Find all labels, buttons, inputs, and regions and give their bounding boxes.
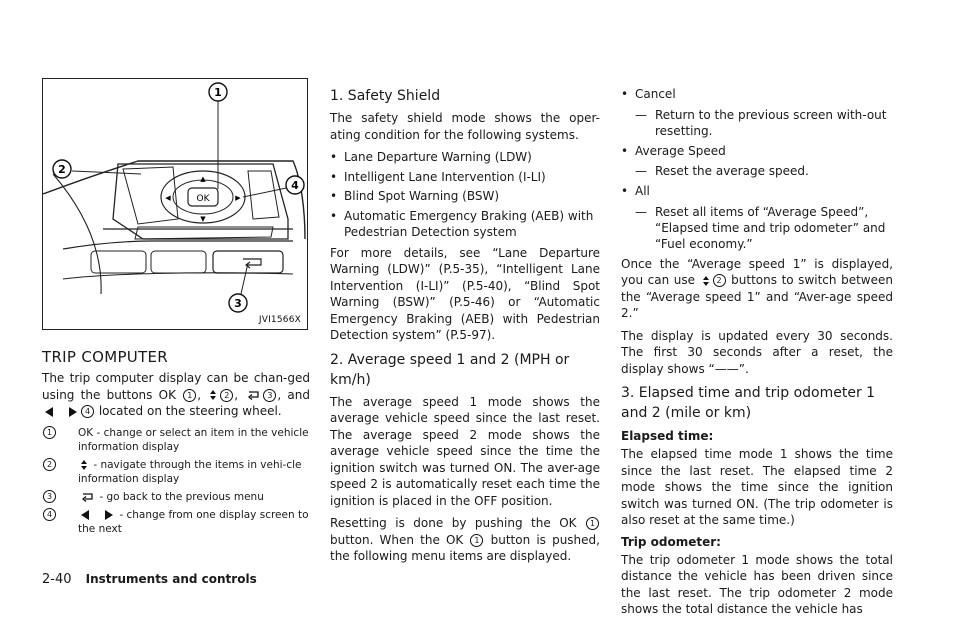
reset-c: button is pushed, the following menu items are displayed. (330, 532, 600, 563)
svg-text:3: 3 (234, 297, 242, 310)
reset-instructions (330, 515, 600, 565)
legend-text-3: - go back to the previous menu (99, 490, 264, 503)
ok-key-label: OK (196, 194, 210, 204)
svg-text:2: 2 (58, 163, 66, 176)
callout-ref-3: 3 (263, 389, 276, 402)
legend-item-2 (42, 458, 310, 486)
trip-intro: The trip computer display can be chan-ged using the buttons OK 1 , 2 , 3 , and 4 located on the steering wheel. (42, 371, 310, 418)
trip-odometer-body: The trip odometer 1 mode shows the total distance the vehicle has been driven since the last reset. The trip odometer 2 mode shows the total distance the vehicle has (621, 552, 893, 616)
trip-computer-heading: TRIP COMPUTER (42, 348, 169, 366)
safety-shield-heading: 1. Safety Shield (330, 88, 441, 104)
update-note: The display is updated every 30 seconds. The first 30 seconds after a reset, the display shows “——”. (621, 328, 893, 376)
legend-num-4: 4 (43, 508, 56, 521)
callout-3 (229, 294, 247, 312)
legend-num-3: 3 (43, 490, 56, 503)
svg-text:▲: ▲ (200, 175, 206, 183)
elapsed-time-heading: 3. Elapsed time and trip odometer 1 and 2 (mile or km) (621, 385, 876, 421)
switch-instructions (621, 256, 893, 322)
list-item: • Average Speed (621, 143, 893, 160)
reset-menu-list (621, 183, 893, 200)
callout-ref-1: 1 (183, 389, 196, 402)
callout-ref-2: 2 (220, 389, 233, 402)
middle-column (330, 86, 600, 571)
trip-intro-b: and (287, 387, 310, 402)
menu-item-description: — Return to the previous screen with-out resetting. (621, 107, 893, 139)
reset-menu-list (621, 86, 893, 103)
elapsed-time-subheading: Elapsed time: (621, 429, 714, 443)
up-down-arrow-icon (80, 459, 88, 471)
menu-item-description: — Reset all items of “Average Speed”, “Elapsed time and trip odometer” and “Fuel economy.” (621, 204, 893, 252)
callout-1 (209, 83, 227, 101)
legend-text-1: OK - change or select an item in the vehicle information display (78, 426, 309, 453)
list-item: • Cancel (621, 86, 893, 103)
steering-wheel-figure (42, 78, 308, 330)
callout-2 (53, 160, 71, 178)
back-arrow-icon (246, 390, 260, 400)
safety-more-details: For more details, see “Lane Departure Warning (LDW)” (P.5-35), “Intelligent Lane Intervention (I-LI)” (P.5-40), “Blind Spot Warning (BSW)” (P.5-46) or “Automatic Emergency Braking (AEB) with Pedestrian Detection system” (P.5-97). (330, 245, 600, 342)
back-arrow-icon (80, 492, 94, 502)
figure-code: JVI1566X (258, 315, 301, 325)
left-right-arrow-icon (44, 406, 78, 418)
svg-text:4: 4 (291, 179, 299, 192)
left-right-arrow-icon (80, 509, 114, 521)
safety-intro: The safety shield mode shows the oper-ating condition for the following systems. (330, 111, 600, 142)
svg-text:▶: ▶ (235, 194, 241, 202)
legend-item-3 (42, 490, 310, 504)
once-b: buttons to switch between the “Average speed 1” and “Aver-age speed 2.” (621, 273, 893, 320)
once-a: Once the “Average speed 1” is displayed, you can use (621, 256, 893, 287)
callout-ref-1: 1 (470, 534, 483, 547)
svg-text:▼: ▼ (200, 215, 206, 223)
trip-intro-c: located on the steering wheel. (98, 404, 282, 418)
list-item: • Intelligent Lane Intervention (I-LI) (330, 169, 600, 186)
up-down-arrow-icon (209, 389, 217, 401)
legend-text-4: - change from one display screen to the next (78, 508, 309, 535)
reset-a: Resetting is done by pushing the OK (330, 516, 577, 530)
page-number: 2-40 (42, 572, 72, 587)
svg-text:1: 1 (214, 86, 222, 99)
average-speed-body: The average speed 1 mode shows the average vehicle speed since the last reset. The average speed 2 mode shows the average vehicle speed since the time the ignition switch was turned ON. The aver-age speed 2 is automatically reset each time the ignition is placed in the OFF position. (330, 394, 600, 508)
average-speed-heading: 2. Average speed 1 and 2 (MPH or km/h) (330, 351, 570, 388)
elapsed-time-body: The elapsed time mode 1 shows the time since the last reset. The elapsed time 2 mode shows the time since the ignition switch was turned ON. (The trip odometer is also reset at the same time.) (621, 447, 893, 527)
list-item: • Lane Departure Warning (LDW) (330, 149, 600, 166)
legend-item-4 (42, 508, 310, 536)
list-item: • Blind Spot Warning (BSW) (330, 188, 600, 205)
left-column (42, 78, 310, 540)
callout-ref-2: 2 (713, 274, 726, 287)
chapter-title: Instruments and controls (85, 572, 257, 586)
page-footer (42, 572, 257, 587)
legend-item-1 (42, 426, 310, 454)
callout-ref-1: 1 (586, 517, 599, 530)
list-item: • All (621, 183, 893, 200)
safety-systems-list (330, 149, 600, 241)
svg-text:◀: ◀ (165, 194, 171, 202)
trip-intro-a: The trip computer display can be chan-ged using the buttons OK (42, 371, 310, 402)
up-down-arrow-icon (702, 275, 710, 287)
callout-4 (286, 176, 304, 194)
legend-num-2: 2 (43, 458, 56, 471)
trip-odometer-subheading: Trip odometer: (621, 534, 721, 549)
legend-text-2: - navigate through the items in vehi-cle information display (78, 458, 302, 485)
reset-b: button. When the OK (330, 532, 464, 547)
right-column (621, 86, 893, 624)
callout-ref-4: 4 (81, 405, 94, 418)
list-item: • Automatic Emergency Braking (AEB) with Pedestrian Detection system (330, 208, 600, 241)
menu-item-description: — Reset the average speed. (621, 163, 893, 179)
steering-wheel-illustration (43, 79, 307, 329)
legend-num-1: 1 (43, 426, 56, 439)
reset-menu-list (621, 143, 893, 160)
